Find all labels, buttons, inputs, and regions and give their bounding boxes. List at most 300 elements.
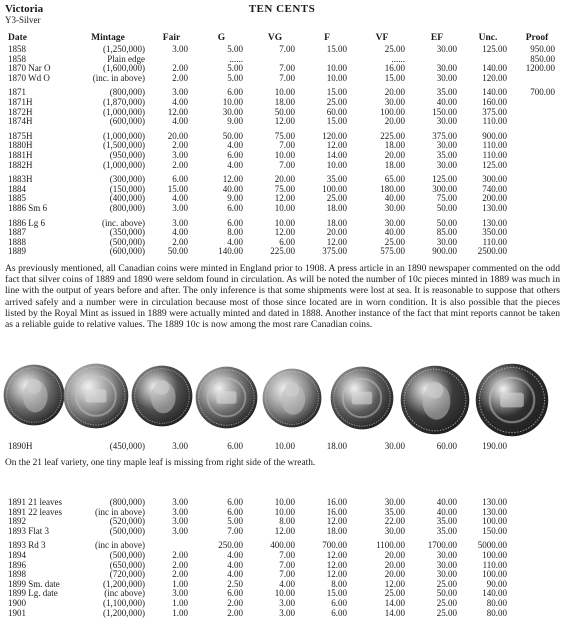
- cell-ef: 1700.00: [427, 540, 457, 551]
- cell-vg: 12.00: [274, 526, 295, 536]
- table-row: [5, 117, 561, 127]
- cell-g: 4.00: [227, 570, 243, 580]
- cell-date: 1858: [8, 45, 26, 54]
- cell-vg: 10.00: [274, 203, 295, 213]
- cell-mintage: (inc in above): [95, 540, 145, 551]
- cell-unc: 740.00: [482, 184, 507, 194]
- col-header-unc: Unc.: [478, 33, 498, 43]
- cell-vf: 22.00: [384, 517, 405, 527]
- cell-vf: 20.00: [384, 570, 405, 580]
- cell-vf: 25.00: [384, 45, 405, 54]
- cell-vf: 575.00: [380, 247, 405, 257]
- cell-g: 4.00: [227, 141, 243, 151]
- cell-date: 1885: [8, 194, 26, 204]
- cell-vg: 400.00: [270, 540, 295, 551]
- cell-fair: 3.00: [172, 45, 188, 54]
- cell-unc: 140.00: [482, 589, 507, 599]
- cell-fair: 20.00: [167, 130, 188, 141]
- cell-mintage: (1,100,000): [103, 598, 145, 608]
- cell-g: 30.00: [222, 107, 243, 117]
- cell-g: 7.00: [227, 526, 243, 536]
- cell-date: 1894: [8, 550, 26, 560]
- cell-ef: 85.00: [436, 228, 457, 238]
- cell-vf: 20.00: [384, 550, 405, 560]
- cell-proof: [513, 498, 561, 508]
- cell-date: 1871H: [8, 97, 33, 107]
- cell-f: 14.00: [326, 150, 347, 160]
- col-header-mintage: Mintage: [91, 33, 125, 43]
- cell-g: 4.00: [227, 560, 243, 570]
- cell-vg: 10.00: [274, 589, 295, 599]
- cell-unc: 125.00: [482, 160, 507, 170]
- cell-mintage: (520,000): [109, 517, 145, 527]
- cell-g: 5.00: [227, 73, 243, 83]
- cell-date: 1899 Lg. date: [8, 589, 58, 599]
- cell-vf: 25.00: [384, 589, 405, 599]
- cell-date: 1875H: [8, 130, 33, 141]
- cell-g: 5.00: [227, 517, 243, 527]
- table-row: [5, 536, 561, 551]
- cell-f: 10.00: [326, 73, 347, 83]
- cell-proof: [513, 561, 561, 571]
- cell-vg: 10.00: [274, 498, 295, 507]
- cell-g: 6.00: [227, 498, 243, 507]
- cell-ef: 900.00: [432, 247, 457, 257]
- cell-date: 1871: [8, 87, 26, 98]
- cell-g: 6.00: [227, 441, 243, 451]
- cell-proof: [513, 108, 561, 118]
- cell-date: 1883H: [8, 174, 33, 185]
- cell-proof: [513, 151, 561, 161]
- cell-date: 1891 21 leaves: [8, 498, 62, 507]
- table-row: [5, 214, 561, 229]
- cell-ef: 150.00: [432, 107, 457, 117]
- cell-vg: 7.00: [279, 560, 295, 570]
- cell-g: 50.00: [222, 130, 243, 141]
- cell-fair: [149, 536, 194, 551]
- cell-g: 6.00: [227, 150, 243, 160]
- cell-g: 9.00: [227, 194, 243, 204]
- cell-proof: [513, 141, 561, 151]
- cell-date: 1893 Flat 3: [8, 526, 50, 536]
- cell-vf: 35.00: [384, 507, 405, 517]
- cell-f: 20.00: [326, 228, 347, 238]
- cell-proof: 850.00: [530, 54, 555, 64]
- cell-unc: 160.00: [482, 97, 507, 107]
- cell-vg: 10.00: [274, 441, 295, 451]
- cell-mintage: (1,000,000): [103, 107, 145, 117]
- col-header-date: Date: [8, 33, 27, 43]
- cell-mintage: (950,000): [109, 150, 145, 160]
- cell-fair: 3.00: [172, 441, 188, 451]
- price-table-1891-1901: [5, 498, 561, 618]
- cell-proof: [513, 247, 561, 257]
- leaf-variety-note: On the 21 leaf variety, one tiny maple leaf is missing from right side of the wreath.: [5, 458, 316, 468]
- table-row: [5, 551, 561, 561]
- cell-unc: 130.00: [482, 498, 507, 507]
- cell-vf: 30.00: [384, 526, 405, 536]
- cell-date: 1901: [8, 608, 26, 618]
- cell-proof: [513, 127, 561, 142]
- cell-ef: 35.00: [436, 150, 457, 160]
- cell-mintage: (600,000): [109, 117, 145, 127]
- cell-unc: 110.00: [482, 141, 507, 151]
- cell-vf: ......: [391, 54, 405, 64]
- cell-g: 12.00: [222, 174, 243, 185]
- cell-unc: 100.00: [482, 550, 507, 560]
- cell-f: [301, 55, 353, 65]
- table-row: [5, 74, 561, 84]
- table-row: [5, 204, 561, 214]
- cell-proof: [513, 117, 561, 127]
- cell-proof: [513, 161, 561, 171]
- cell-proof: [513, 551, 561, 561]
- table-row: [5, 55, 561, 65]
- cell-vf: 30.00: [384, 97, 405, 107]
- cell-unc: 350.00: [482, 228, 507, 238]
- cell-vg: 10.00: [274, 217, 295, 228]
- cell-g: 2.00: [227, 598, 243, 608]
- cell-mintage: (720,000): [109, 570, 145, 580]
- cell-g: 4.00: [227, 550, 243, 560]
- cell-mintage: (inc in above): [95, 507, 145, 517]
- cell-fair: 15.00: [167, 184, 188, 194]
- table-row: [5, 64, 561, 74]
- col-header-vf: VF: [375, 33, 389, 43]
- col-header-f: F: [324, 33, 330, 43]
- cell-date: 1886 Lg 6: [8, 217, 45, 228]
- cell-vg: 10.00: [274, 87, 295, 98]
- cell-vf: 16.00: [384, 64, 405, 74]
- cell-fair: 3.00: [172, 203, 188, 213]
- table-row: [5, 498, 561, 508]
- cell-vg: 12.00: [274, 228, 295, 238]
- cell-unc: 110.00: [482, 150, 507, 160]
- cell-f: 18.00: [326, 441, 347, 451]
- cell-g: 6.00: [227, 217, 243, 228]
- cell-mintage: (inc. above): [102, 217, 145, 228]
- cell-vg: 50.00: [274, 107, 295, 117]
- cell-g: 6.00: [227, 203, 243, 213]
- cell-date: 1891 22 leaves: [8, 507, 62, 517]
- cell-fair: 2.00: [172, 141, 188, 151]
- cell-vf: 14.00: [384, 608, 405, 618]
- cell-ef: 30.00: [436, 73, 457, 83]
- col-header-proof: Proof: [525, 33, 549, 43]
- cell-f: 12.00: [326, 237, 347, 247]
- cell-ef: 25.00: [436, 579, 457, 589]
- cell-mintage: Plain edge: [107, 54, 145, 64]
- cell-f: 35.00: [326, 174, 347, 185]
- cell-mintage: (450,000): [109, 441, 145, 451]
- cell-unc: 110.00: [482, 117, 507, 127]
- cell-vf: 40.00: [384, 194, 405, 204]
- cell-vf: 14.00: [384, 598, 405, 608]
- cell-fair: 2.00: [172, 237, 188, 247]
- table-row: [5, 83, 561, 98]
- cell-proof: [513, 228, 561, 238]
- cell-fair: 3.00: [172, 498, 188, 507]
- cell-vg: 7.00: [279, 45, 295, 54]
- cell-fair: 1.00: [172, 579, 188, 589]
- cell-unc: 130.00: [482, 217, 507, 228]
- cell-date: 1872H: [8, 107, 33, 117]
- table-header-row: [5, 33, 561, 45]
- cell-ef: 300.00: [432, 184, 457, 194]
- table-row: [5, 170, 561, 185]
- series-label: Y3-Silver: [5, 15, 41, 25]
- cell-vf: 225.00: [380, 130, 405, 141]
- coin-images: [0, 357, 564, 437]
- cell-date: 1880H: [8, 141, 33, 151]
- cell-date: 1887: [8, 228, 26, 238]
- cell-date: 1888: [8, 237, 26, 247]
- cell-vf: 30.00: [384, 217, 405, 228]
- cell-vg: 3.00: [279, 608, 295, 618]
- cell-mintage: (300,000): [109, 174, 145, 185]
- row-1890h: [5, 441, 561, 451]
- table-row: [5, 517, 561, 527]
- cell-unc: 120.00: [482, 73, 507, 83]
- cell-g: 9.00: [227, 117, 243, 127]
- cell-unc: 200.00: [482, 194, 507, 204]
- cell-mintage: (800,000): [109, 498, 145, 507]
- cell-ef: 25.00: [436, 608, 457, 618]
- cell-ef: 35.00: [436, 87, 457, 98]
- cell-f: 12.00: [326, 550, 347, 560]
- cell-mintage: (600,000): [109, 247, 145, 257]
- cell-proof: 950.00: [530, 45, 555, 54]
- cell-unc: 80.00: [486, 598, 507, 608]
- cell-fair: 3.00: [172, 507, 188, 517]
- cell-g: 4.00: [227, 160, 243, 170]
- cell-vf: 30.00: [384, 441, 405, 451]
- cell-ef: [411, 55, 463, 65]
- coin-george-v-obverse-icon: [262, 368, 322, 428]
- cell-vg: 10.00: [274, 507, 295, 517]
- coin-edward-vii-obverse-icon: [131, 365, 193, 427]
- cell-vg: 75.00: [274, 130, 295, 141]
- cell-vf: 30.00: [384, 498, 405, 507]
- cell-proof: [513, 508, 561, 518]
- cell-date: 1874H: [8, 117, 33, 127]
- cell-ef: 50.00: [436, 203, 457, 213]
- cell-mintage: (1,600,000): [103, 64, 145, 74]
- cell-f: 16.00: [326, 498, 347, 507]
- cell-f: 25.00: [326, 97, 347, 107]
- cell-unc: 300.00: [482, 174, 507, 185]
- cell-proof: [513, 441, 561, 451]
- cell-vf: 100.00: [380, 107, 405, 117]
- cell-proof: [513, 185, 561, 195]
- cell-date: 1899 Sm. date: [8, 579, 60, 589]
- coin-george-v-reverse-icon: [195, 366, 258, 429]
- cell-ef: 30.00: [436, 570, 457, 580]
- cell-proof: [513, 194, 561, 204]
- cell-ef: 375.00: [432, 130, 457, 141]
- cell-proof: [513, 570, 561, 580]
- cell-vf: 25.00: [384, 237, 405, 247]
- cell-mintage: (400,000): [109, 194, 145, 204]
- cell-date: 1889: [8, 247, 26, 257]
- cell-vg: 7.00: [279, 73, 295, 83]
- cell-proof: [513, 517, 561, 527]
- cell-proof: [513, 536, 561, 551]
- cell-f: 6.00: [331, 598, 347, 608]
- table-row: [5, 194, 561, 204]
- cell-proof: [513, 609, 561, 618]
- cell-f: 18.00: [326, 526, 347, 536]
- cell-fair: 3.00: [172, 150, 188, 160]
- cell-f: 6.00: [331, 608, 347, 618]
- cell-date: 1884: [8, 184, 26, 194]
- table-row: [5, 609, 561, 618]
- cell-fair: 2.00: [172, 570, 188, 580]
- cell-f: 16.00: [326, 507, 347, 517]
- cell-proof: [513, 238, 561, 248]
- cell-vg: 7.00: [279, 550, 295, 560]
- cell-proof: [513, 589, 561, 599]
- cell-vg: 12.00: [274, 117, 295, 127]
- table-row: [5, 570, 561, 580]
- table-row: [5, 108, 561, 118]
- cell-f: 15.00: [326, 117, 347, 127]
- cell-proof: [513, 204, 561, 214]
- cell-f: 18.00: [326, 203, 347, 213]
- cell-vg: 12.00: [274, 194, 295, 204]
- cell-g: 6.00: [227, 87, 243, 98]
- cell-fair: 2.00: [172, 64, 188, 74]
- cell-f: 700.00: [322, 540, 347, 551]
- cell-unc: 2500.00: [477, 247, 507, 257]
- cell-f: 12.00: [326, 141, 347, 151]
- cell-ef: 30.00: [436, 550, 457, 560]
- cell-vf: 12.00: [384, 579, 405, 589]
- cell-vg: 225.00: [270, 247, 295, 257]
- cell-vg: 20.00: [274, 174, 295, 185]
- cell-vf: 20.00: [384, 117, 405, 127]
- cell-fair: 3.00: [172, 589, 188, 599]
- cell-fair: 3.00: [172, 217, 188, 228]
- cell-vf: 20.00: [384, 560, 405, 570]
- cell-vf: 18.00: [384, 160, 405, 170]
- table-row: [5, 141, 561, 151]
- cell-fair: 1.00: [172, 598, 188, 608]
- table-row: [5, 228, 561, 238]
- cell-fair: 4.00: [172, 117, 188, 127]
- cell-f: 12.00: [326, 517, 347, 527]
- cell-fair: 1.00: [172, 608, 188, 618]
- table-row: [5, 599, 561, 609]
- cell-fair: 3.00: [172, 87, 188, 98]
- cell-fair: 4.00: [172, 194, 188, 204]
- cell-f: 12.00: [326, 570, 347, 580]
- cell-ef: 35.00: [436, 517, 457, 527]
- cell-unc: 130.00: [482, 203, 507, 213]
- cell-g: 140.00: [218, 247, 243, 257]
- cell-vg: 6.00: [279, 237, 295, 247]
- cell-vf: 40.00: [384, 228, 405, 238]
- cell-vg: 75.00: [274, 184, 295, 194]
- cell-fair: 3.00: [172, 517, 188, 527]
- cell-unc: 100.00: [482, 570, 507, 580]
- cell-f: 25.00: [326, 194, 347, 204]
- cell-fair: 50.00: [167, 247, 188, 257]
- cell-mintage: (500,000): [109, 550, 145, 560]
- cell-vf: 20.00: [384, 150, 405, 160]
- table-row: [5, 127, 561, 142]
- cell-vg: 8.00: [279, 517, 295, 527]
- cell-fair: [149, 55, 194, 65]
- cell-unc: 110.00: [482, 237, 507, 247]
- cell-ef: 50.00: [436, 589, 457, 599]
- cell-f: 375.00: [322, 247, 347, 257]
- cell-g: 250.00: [218, 540, 243, 551]
- cell-mintage: (1,200,000): [103, 579, 145, 589]
- cell-unc: 110.00: [482, 560, 507, 570]
- cell-proof: [513, 527, 561, 537]
- cell-unc: 900.00: [482, 130, 507, 141]
- cell-g: 2.50: [227, 579, 243, 589]
- cell-proof: [513, 580, 561, 590]
- coin-george-vi-obverse-icon: [330, 366, 394, 430]
- cell-proof: 1200.00: [525, 64, 555, 74]
- table2-body: [5, 498, 561, 618]
- cell-f: 15.00: [326, 45, 347, 54]
- cell-vg: [249, 55, 301, 65]
- cell-mintage: (500,000): [109, 237, 145, 247]
- cell-g: 2.00: [227, 608, 243, 618]
- price-table-1858-1889: [5, 33, 561, 257]
- cell-mintage: (1,250,000): [103, 45, 145, 54]
- cell-date: 1898: [8, 570, 26, 580]
- page-title: TEN CENTS: [248, 3, 316, 15]
- cell-vf: 65.00: [384, 174, 405, 185]
- cell-ef: 30.00: [436, 237, 457, 247]
- col-header-fair: Fair: [162, 33, 181, 43]
- cell-fair: 3.00: [172, 526, 188, 536]
- cell-mintage: (800,000): [109, 87, 145, 98]
- cell-proof: [513, 74, 561, 84]
- coin-elizabeth-ii-obverse-icon: [475, 363, 549, 437]
- cell-f: 10.00: [326, 64, 347, 74]
- cell-ef: 25.00: [436, 598, 457, 608]
- cell-ef: 75.00: [436, 194, 457, 204]
- cell-f: 100.00: [322, 184, 347, 194]
- table-row: [5, 441, 561, 451]
- cell-mintage: (1,870,000): [103, 97, 145, 107]
- cell-mintage: (inc above): [104, 589, 145, 599]
- cell-vg: 7.00: [279, 141, 295, 151]
- table-row: [5, 508, 561, 518]
- cell-date: 1886 Sm 6: [8, 203, 48, 213]
- table-row: [5, 161, 561, 171]
- cell-f: 60.00: [326, 107, 347, 117]
- cell-ef: 30.00: [436, 45, 457, 54]
- cell-mintage: (150,000): [109, 184, 145, 194]
- table-row: [5, 247, 561, 257]
- cell-unc: 140.00: [482, 87, 507, 98]
- cell-unc: 150.00: [482, 526, 507, 536]
- cell-ef: 30.00: [436, 160, 457, 170]
- cell-vg: 7.00: [279, 64, 295, 74]
- table-row: [5, 45, 561, 55]
- table-row: [5, 561, 561, 571]
- cell-vg: 7.00: [279, 570, 295, 580]
- cell-ef: 60.00: [436, 441, 457, 451]
- coin-10-cents-reverse-icon: [63, 363, 129, 429]
- cell-mintage: (650,000): [109, 560, 145, 570]
